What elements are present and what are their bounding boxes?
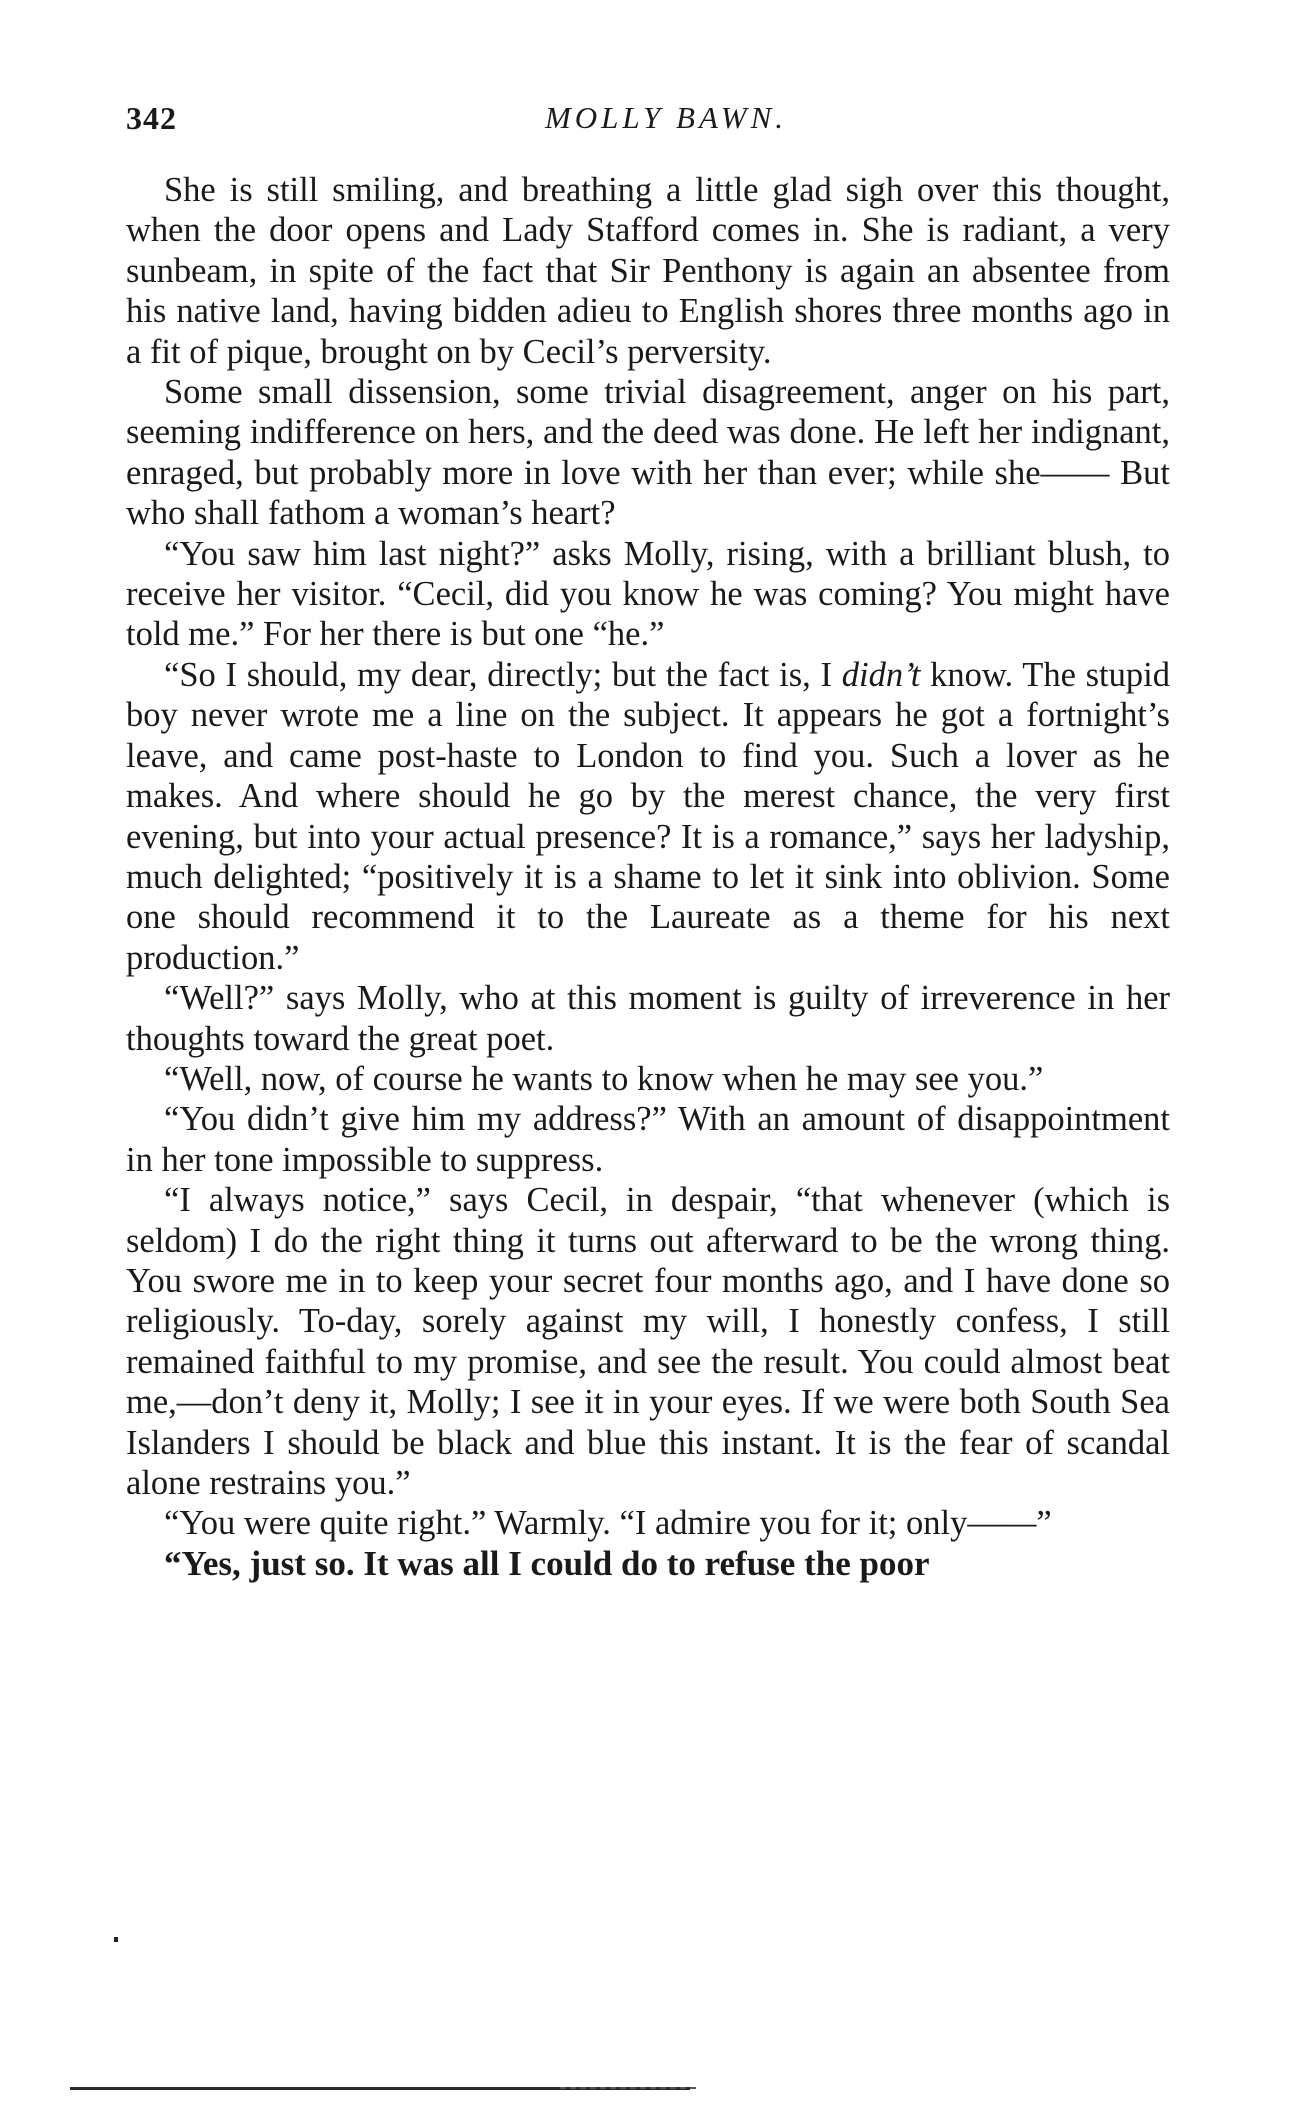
paragraph: She is still smiling, and breathing a little glad sigh over this thought, when the door opens and Lady Stafford comes in. She is radiant, a very sunbeam, in spite of the fact that Sir Penthony is again an absentee from his native land, having bidden adieu to English shores three months ago in a fit of pique, brought on by Cecil’s perversity. — [126, 171, 1170, 371]
paragraph — [126, 655, 1170, 978]
paragraph-text: “So I should, my dear, directly; but the fact is, I — [164, 655, 842, 694]
bottom-rule-dashes — [560, 2087, 700, 2089]
italic-emphasis: didn’t — [841, 655, 921, 694]
paragraph: “You were quite right.” Warmly. “I admire you for it; only——” — [164, 1504, 1052, 1543]
paragraph: “Yes, just so. It was all I could do to refuse the poor — [164, 1543, 930, 1583]
paragraph: “Well, now, of course he wants to know when he may see you.” — [164, 1059, 1044, 1098]
paragraph-text: know. The stupid boy never wrote me a line on the subject. It appears he got a fortnight’s leave, and came post-haste to London to find you. Such a lover as he makes. And where should he go by the merest chance, the very first evening, but into your actual presence? It is a romance,” says her ladyship, much delighted; “positively it is a shame to let it sink into oblivion. Some one should recommend it to the Laureate as a theme for his next production.” — [126, 655, 1170, 977]
body-text — [126, 170, 1170, 1584]
print-speck — [114, 1937, 118, 1942]
paragraph: Some small dissension, some trivial disagreement, anger on his part, seeming indifference on hers, and the deed was done. He left her indignant, enraged, but probably more in love with her than ever; while she—— But who shall fathom a woman’s heart? — [126, 373, 1170, 533]
paragraph: “You saw him last night?” asks Molly, rising, with a brilliant blush, to receive her visitor. “Cecil, did you know he was coming? You might have told me.” For her there is but one “he.” — [126, 534, 1170, 654]
page-number: 342 — [126, 100, 177, 136]
paragraph: “Well?” says Molly, who at this moment is guilty of irreverence in her thoughts toward the great poet. — [126, 979, 1170, 1058]
paragraph: “I always notice,” says Cecil, in despair, “that whenever (which is seldom) I do the right thing it turns out afterward to be the wrong thing. You swore me in to keep your secret four months ago, and I have done so religiously. To-day, sorely against my will, I honestly confess, I still remained faithful to my promise, and see the result. You could almost beat me,—don’t deny it, Molly; I see it in your eyes. If we were both South Sea Islanders I should be black and blue this instant. It is the fear of scandal alone restrains you.” — [126, 1181, 1170, 1502]
paragraph: “You didn’t give him my address?” With an amount of disappointment in her tone impossible to suppress. — [126, 1100, 1170, 1179]
page-header — [126, 100, 1166, 144]
running-title: MOLLY BAWN. — [544, 100, 788, 135]
